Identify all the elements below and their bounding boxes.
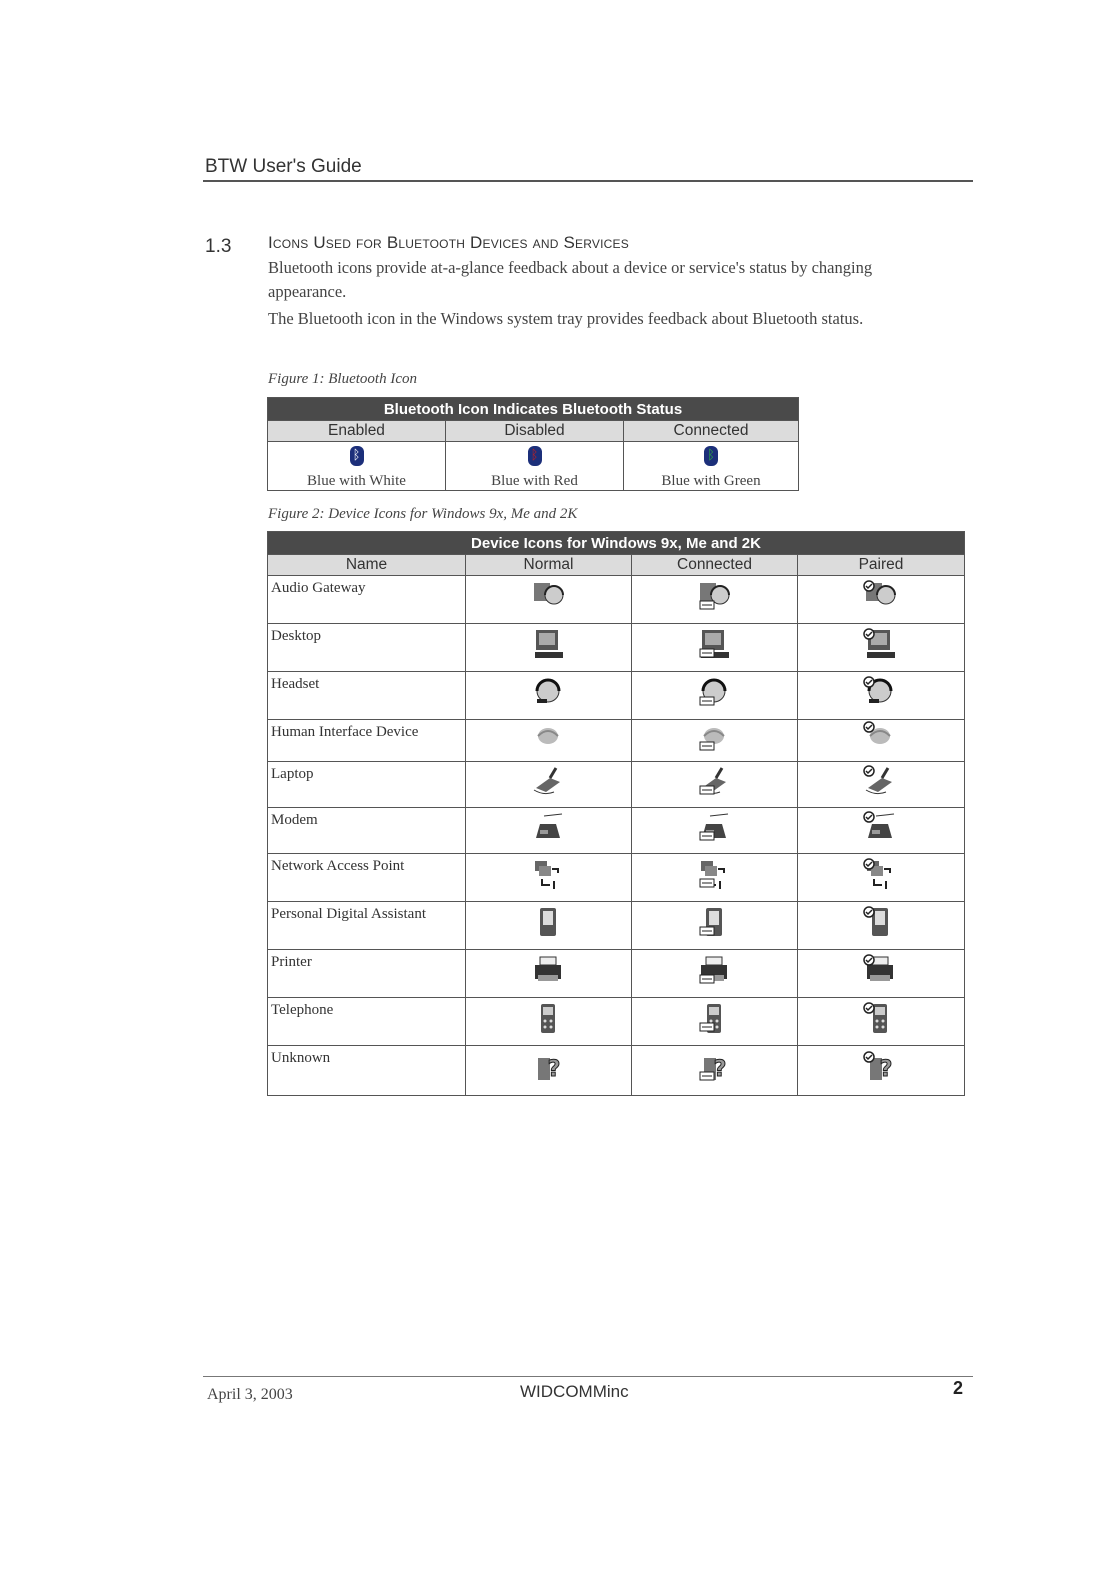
table-row xyxy=(268,998,965,1046)
modem-icon xyxy=(696,833,734,850)
desktop-icon xyxy=(862,650,900,667)
headset-icon xyxy=(696,698,734,715)
device-name: Network Access Point xyxy=(268,854,466,902)
device-icons-table xyxy=(267,531,965,1096)
audio-gateway-icon xyxy=(696,602,734,619)
pda-icon xyxy=(696,928,734,945)
laptop-icon xyxy=(862,787,900,804)
normal-icon-cell xyxy=(466,902,632,950)
enabled-label: Blue with White xyxy=(307,473,406,489)
normal-icon-cell xyxy=(466,950,632,998)
table-row xyxy=(268,950,965,998)
bluetooth-connected-icon: ᛒ xyxy=(704,446,718,466)
connected-icon-cell xyxy=(632,672,798,720)
paired-icon-cell xyxy=(798,576,965,624)
pda-icon xyxy=(530,928,568,945)
unknown-icon xyxy=(862,1057,900,1090)
enabled-cell xyxy=(268,442,446,491)
section-title: Icons Used for Bluetooth Devices and Services xyxy=(268,233,629,252)
unknown-icon xyxy=(530,1057,568,1090)
normal-icon-cell xyxy=(466,808,632,854)
mouse-icon xyxy=(696,743,734,760)
device-name: Modem xyxy=(268,808,466,854)
device-name: Personal Digital Assistant xyxy=(268,902,466,950)
disabled-cell xyxy=(446,442,624,491)
tray-paragraph: The Bluetooth icon in the Windows system tray provides feedback about Bluetooth status. xyxy=(268,309,864,328)
table-row xyxy=(268,854,965,902)
footer-company: WIDCOMMinc xyxy=(520,1382,629,1401)
footer-rule xyxy=(203,1376,973,1377)
connected-label: Blue with Green xyxy=(661,473,761,489)
paired-icon-cell xyxy=(798,902,965,950)
table-row xyxy=(268,672,965,720)
pda-icon xyxy=(862,928,900,945)
table-row xyxy=(268,624,965,672)
disabled-label: Blue with Red xyxy=(491,473,578,489)
normal-icon-cell xyxy=(466,762,632,808)
paired-icon-cell xyxy=(798,808,965,854)
device-name: Unknown xyxy=(268,1046,466,1096)
connected-icon-cell xyxy=(632,902,798,950)
col-connected-state: Connected xyxy=(632,555,798,576)
desktop-icon xyxy=(696,650,734,667)
audio-gateway-icon xyxy=(862,602,900,619)
device-name: Audio Gateway xyxy=(268,576,466,624)
col-disabled: Disabled xyxy=(446,421,624,442)
connected-cell xyxy=(624,442,799,491)
mouse-icon xyxy=(862,743,900,760)
device-name: Headset xyxy=(268,672,466,720)
connected-icon-cell xyxy=(632,950,798,998)
device-name: Human Interface Device xyxy=(268,720,466,762)
phone-icon xyxy=(530,1024,568,1041)
device-name: Laptop xyxy=(268,762,466,808)
svg-text:?: ? xyxy=(879,1057,893,1082)
modem-icon xyxy=(862,833,900,850)
laptop-icon xyxy=(530,787,568,804)
table-row xyxy=(268,720,965,762)
network-icon xyxy=(696,880,734,897)
connected-icon-cell xyxy=(632,720,798,762)
headset-icon xyxy=(862,698,900,715)
header-rule xyxy=(203,180,973,182)
col-paired: Paired xyxy=(798,555,965,576)
table-row xyxy=(268,1046,965,1096)
normal-icon-cell xyxy=(466,576,632,624)
normal-icon-cell xyxy=(466,1046,632,1096)
bluetooth-status-table xyxy=(267,397,799,491)
svg-text:?: ? xyxy=(547,1057,560,1082)
modem-icon xyxy=(530,833,568,850)
device-name: Printer xyxy=(268,950,466,998)
table-row xyxy=(268,902,965,950)
paired-icon-cell xyxy=(798,720,965,762)
footer-date: April 3, 2003 xyxy=(207,1386,293,1403)
headset-icon xyxy=(530,698,568,715)
connected-icon-cell xyxy=(632,854,798,902)
phone-icon xyxy=(696,1024,734,1041)
phone-icon xyxy=(862,1024,900,1041)
normal-icon-cell xyxy=(466,672,632,720)
figure1-title: Bluetooth Icon Indicates Bluetooth Status xyxy=(268,398,799,421)
col-name: Name xyxy=(268,555,466,576)
intro-paragraph: Bluetooth icons provide at-a-glance feedback about a device or service's status by changing appearance. xyxy=(268,258,873,301)
paired-icon-cell xyxy=(798,624,965,672)
paired-icon-cell xyxy=(798,854,965,902)
figure2-caption: Figure 2: Device Icons for Windows 9x, Me and 2K xyxy=(268,506,578,522)
bluetooth-enabled-icon: ᛒ xyxy=(350,446,364,466)
col-normal: Normal xyxy=(466,555,632,576)
laptop-icon xyxy=(696,787,734,804)
connected-icon-cell xyxy=(632,624,798,672)
connected-icon-cell xyxy=(632,1046,798,1096)
page-number: 2 xyxy=(953,1378,964,1398)
section-number: 1.3 xyxy=(205,236,232,257)
col-connected: Connected xyxy=(624,421,799,442)
network-icon xyxy=(862,880,900,897)
svg-text:?: ? xyxy=(713,1057,726,1082)
normal-icon-cell xyxy=(466,854,632,902)
normal-icon-cell xyxy=(466,624,632,672)
connected-icon-cell xyxy=(632,998,798,1046)
figure2-title: Device Icons for Windows 9x, Me and 2K xyxy=(268,532,965,555)
device-name: Telephone xyxy=(268,998,466,1046)
network-icon xyxy=(530,880,568,897)
running-header: BTW User's Guide xyxy=(205,156,362,177)
desktop-icon xyxy=(530,650,568,667)
paired-icon-cell xyxy=(798,950,965,998)
paired-icon-cell xyxy=(798,672,965,720)
paired-icon-cell xyxy=(798,762,965,808)
connected-icon-cell xyxy=(632,762,798,808)
connected-icon-cell xyxy=(632,808,798,854)
table-row xyxy=(268,808,965,854)
unknown-icon xyxy=(696,1057,734,1090)
printer-icon xyxy=(696,976,734,993)
device-name: Desktop xyxy=(268,624,466,672)
col-enabled: Enabled xyxy=(268,421,446,442)
mouse-icon xyxy=(530,743,568,760)
audio-gateway-icon xyxy=(530,602,568,619)
figure1-caption: Figure 1: Bluetooth Icon xyxy=(268,371,417,387)
table-row xyxy=(268,576,965,624)
printer-icon xyxy=(530,976,568,993)
table-row xyxy=(268,762,965,808)
paired-icon-cell xyxy=(798,1046,965,1096)
printer-icon xyxy=(862,976,900,993)
connected-icon-cell xyxy=(632,576,798,624)
normal-icon-cell xyxy=(466,998,632,1046)
normal-icon-cell xyxy=(466,720,632,762)
bluetooth-disabled-icon: ᛒ xyxy=(528,446,542,466)
paired-icon-cell xyxy=(798,998,965,1046)
